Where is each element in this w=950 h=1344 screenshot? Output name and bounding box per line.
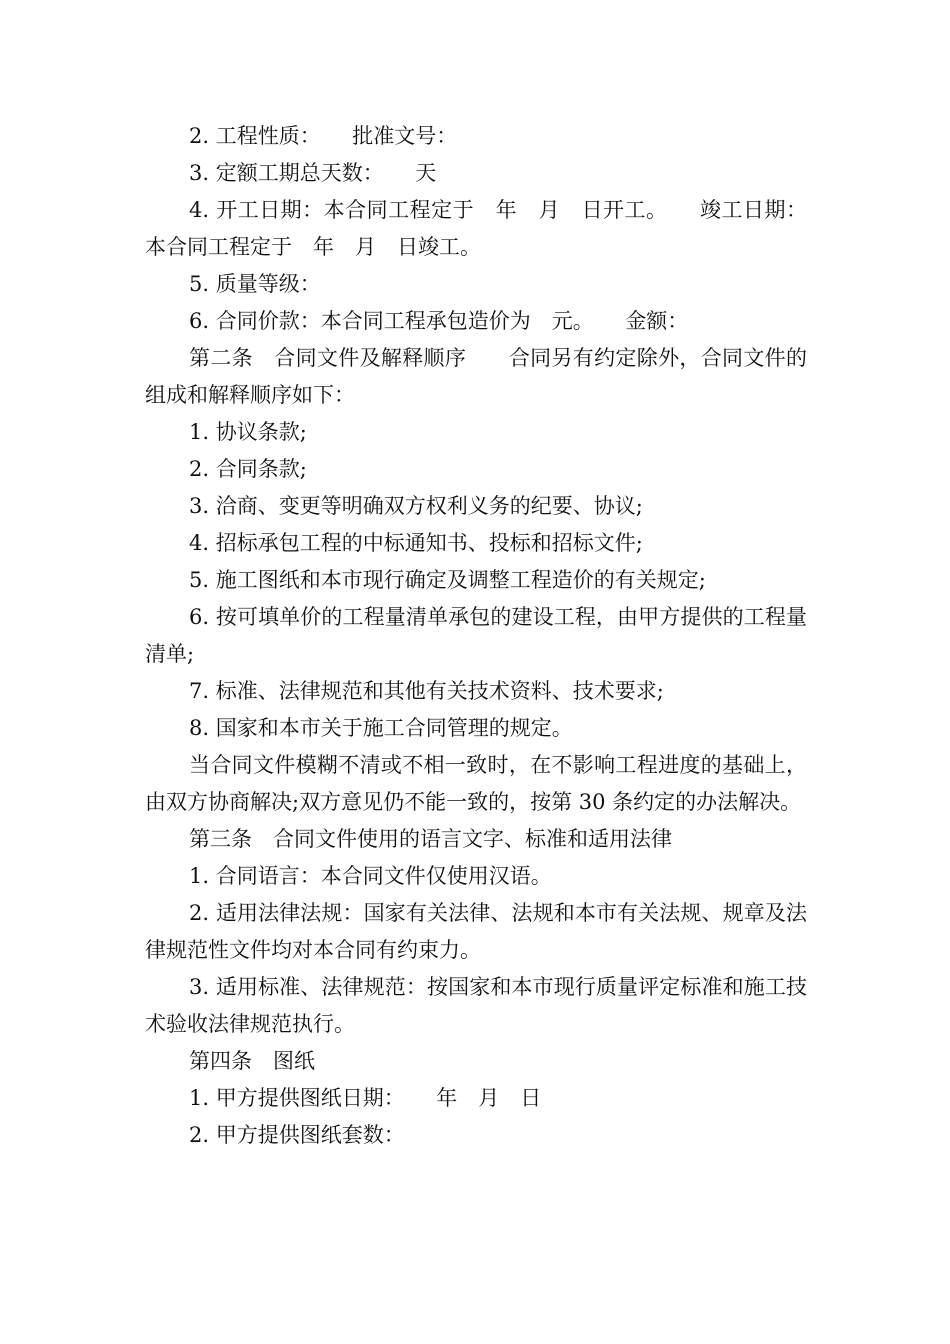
list-item: 1. 协议条款;: [189, 420, 307, 444]
list-item: 2. 合同条款;: [189, 457, 307, 481]
article-2-heading: 第二条 合同文件及解释顺序 合同另有约定除外，合同文件的组成和解释顺序如下：: [145, 346, 807, 407]
paragraph-duration: 3. 定额工期总天数： 天: [189, 161, 437, 185]
list-item: 2. 甲方提供图纸套数：: [189, 1123, 405, 1147]
list-item: 3. 洽商、变更等明确双方权利义务的纪要、协议;: [189, 494, 643, 518]
list-item: 7. 标准、法律规范和其他有关技术资料、技术要求;: [189, 679, 664, 703]
list-item: 6. 按可填单价的工程量清单承包的建设工程，由甲方提供的工程量清单;: [145, 605, 807, 666]
list-item: 3. 适用标准、法律规范：按国家和本市现行质量评定标准和施工技术验收法律规范执行。: [145, 975, 807, 1036]
paragraph-quality: 5. 质量等级：: [189, 272, 321, 296]
paragraph-dates: 4. 开工日期：本合同工程定于 年 月 日开工。 竣工日期：本合同工程定于 年 月 日竣工。: [145, 198, 807, 259]
list-item: 1. 合同语言：本合同文件仅使用汉语。: [189, 864, 552, 888]
list-item: 5. 施工图纸和本市现行确定及调整工程造价的有关规定;: [189, 568, 706, 592]
list-item: 8. 国家和本市关于施工合同管理的规定。: [189, 716, 573, 740]
article-3-heading: 第三条 合同文件使用的语言文字、标准和适用法律: [189, 827, 672, 851]
paragraph-price: 6. 合同价款：本合同工程承包造价为 元。 金额：: [189, 309, 689, 333]
paragraph-nature: 2. 工程性质： 批准文号：: [189, 124, 458, 148]
article-4-heading: 第四条 图纸: [189, 1049, 315, 1073]
list-item: 4. 招标承包工程的中标通知书、投标和招标文件;: [189, 531, 643, 555]
list-item: 1. 甲方提供图纸日期： 年 月 日: [189, 1086, 542, 1110]
list-item: 2. 适用法律法规：国家有关法律、法规和本市有关法规、规章及法律规范性文件均对本合同有约束力。: [145, 901, 807, 962]
paragraph-conflict-resolution: 当合同文件模糊不清或不相一致时，在不影响工程进度的基础上，由双方协商解决;双方意见仍不能一致的，按第 30 条约定的办法解决。: [145, 753, 807, 814]
document-body: [145, 118, 807, 1154]
